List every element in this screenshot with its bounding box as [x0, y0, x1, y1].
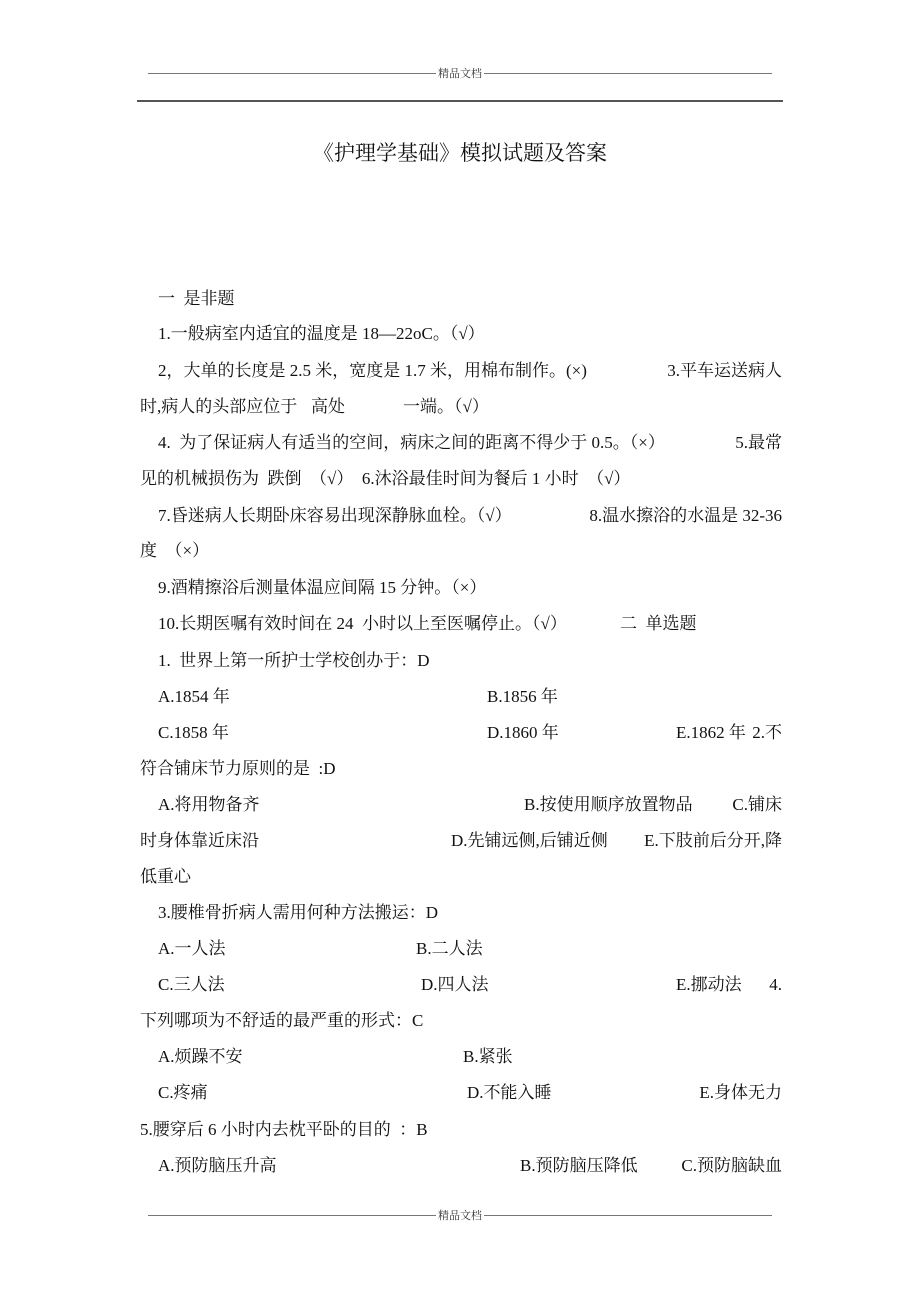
option: D.1860 年	[487, 723, 559, 742]
options-line	[0, 1154, 920, 1178]
text: 2，大单的长度是 2.5 米，宽度是 1.7 米，用棉布制作。(×)	[158, 361, 587, 380]
footer-text: 精品文档	[438, 1210, 482, 1222]
option: B.按使用顺序放置物品	[524, 795, 693, 814]
question-line	[0, 431, 920, 455]
option: B.二人法	[416, 939, 483, 958]
options-line	[0, 829, 920, 853]
text: 见的机械损伤为 跌倒 （√） 6.沐浴最佳时间为餐后 1 小时 （√）	[140, 469, 631, 488]
page-footer	[148, 1208, 772, 1222]
section-heading: 二 单选题	[620, 614, 697, 633]
option: C.三人法	[158, 975, 225, 994]
text: 一 是非题	[158, 289, 235, 308]
question-line	[0, 504, 920, 528]
question-line	[0, 1009, 920, 1033]
question-line	[0, 539, 920, 563]
text: 8.温水擦浴的水温是 32-36	[589, 506, 782, 525]
option: B.预防脑压降低	[520, 1156, 638, 1175]
question-line	[0, 612, 920, 636]
text: 9.酒精擦浴后测量体温应间隔 15 分钟。（×）	[158, 578, 487, 597]
option: E.1862 年	[676, 723, 746, 742]
text: 10.长期医嘱有效时间在 24 小时以上至医嘱停止。（√）	[158, 614, 567, 633]
question-line	[0, 322, 920, 346]
question-line	[0, 901, 920, 925]
footer-dash-right	[484, 1215, 772, 1216]
option: C.预防脑缺血	[681, 1156, 782, 1175]
text: 5.最常	[735, 433, 782, 452]
question-line	[0, 576, 920, 600]
options-line	[0, 865, 920, 889]
text: 1.一般病室内适宜的温度是 18—22oC。（√）	[158, 324, 485, 343]
option: B.1856 年	[487, 687, 558, 706]
option: A.预防脑压升高	[158, 1156, 277, 1175]
option: C.1858 年	[158, 723, 229, 742]
option: B.紧张	[463, 1047, 513, 1066]
text: 4.	[769, 975, 782, 994]
options-line	[0, 1045, 920, 1069]
option: E.下肢前后分开,降	[644, 831, 782, 850]
question-line	[0, 467, 920, 491]
header-rule	[137, 100, 783, 102]
text: 时,病人的头部应位于	[140, 397, 298, 416]
text: 下列哪项为不舒适的最严重的形式：C	[140, 1011, 424, 1030]
options-line	[0, 721, 920, 745]
text: 符合铺床节力原则的是 :D	[140, 759, 336, 778]
page-header	[148, 66, 772, 80]
options-line	[0, 973, 920, 997]
text: 一端。（√）	[403, 397, 489, 416]
options-line	[0, 937, 920, 961]
option: A.将用物备齐	[158, 795, 260, 814]
header-dash-left	[148, 73, 436, 74]
header-text: 精品文档	[438, 68, 482, 80]
text: 2.不	[752, 723, 782, 742]
option: D.不能入睡	[467, 1083, 552, 1102]
text: 高处	[311, 397, 345, 416]
header-dash-right	[484, 73, 772, 74]
question-line	[0, 649, 920, 673]
text: 时身体靠近床沿	[140, 831, 259, 850]
footer-dash-left	[148, 1215, 436, 1216]
text: 1. 世界上第一所护士学校创办于：D	[158, 651, 430, 670]
options-line	[0, 685, 920, 709]
document-title: 《护理学基础》模拟试题及答案	[313, 141, 607, 165]
option: A.烦躁不安	[158, 1047, 243, 1066]
question-line	[0, 757, 920, 781]
option: E.身体无力	[699, 1083, 782, 1102]
option: A.1854 年	[158, 687, 230, 706]
question-line	[0, 395, 920, 419]
options-line	[0, 793, 920, 817]
section-heading	[0, 287, 920, 311]
option: A.一人法	[158, 939, 226, 958]
option: D.先铺远侧,后铺近侧	[451, 831, 608, 850]
text: 度 （×）	[140, 541, 210, 560]
question-line	[0, 359, 920, 383]
text: 5.腰穿后 6 小时内去枕平卧的目的 ：B	[140, 1120, 428, 1139]
option: E.挪动法	[676, 975, 742, 994]
option: C.疼痛	[158, 1083, 208, 1102]
text: 低重心	[140, 867, 191, 886]
question-line	[0, 1118, 920, 1142]
options-line	[0, 1081, 920, 1105]
text: 4. 为了保证病人有适当的空间，病床之间的距离不得少于 0.5。（×）	[158, 433, 665, 452]
text: 7.昏迷病人长期卧床容易出现深静脉血栓。（√）	[158, 506, 512, 525]
option: C.铺床	[732, 795, 782, 814]
text: 3.平车运送病人	[667, 361, 782, 380]
text: 3.腰椎骨折病人需用何种方法搬运：D	[158, 903, 439, 922]
option: D.四人法	[421, 975, 489, 994]
